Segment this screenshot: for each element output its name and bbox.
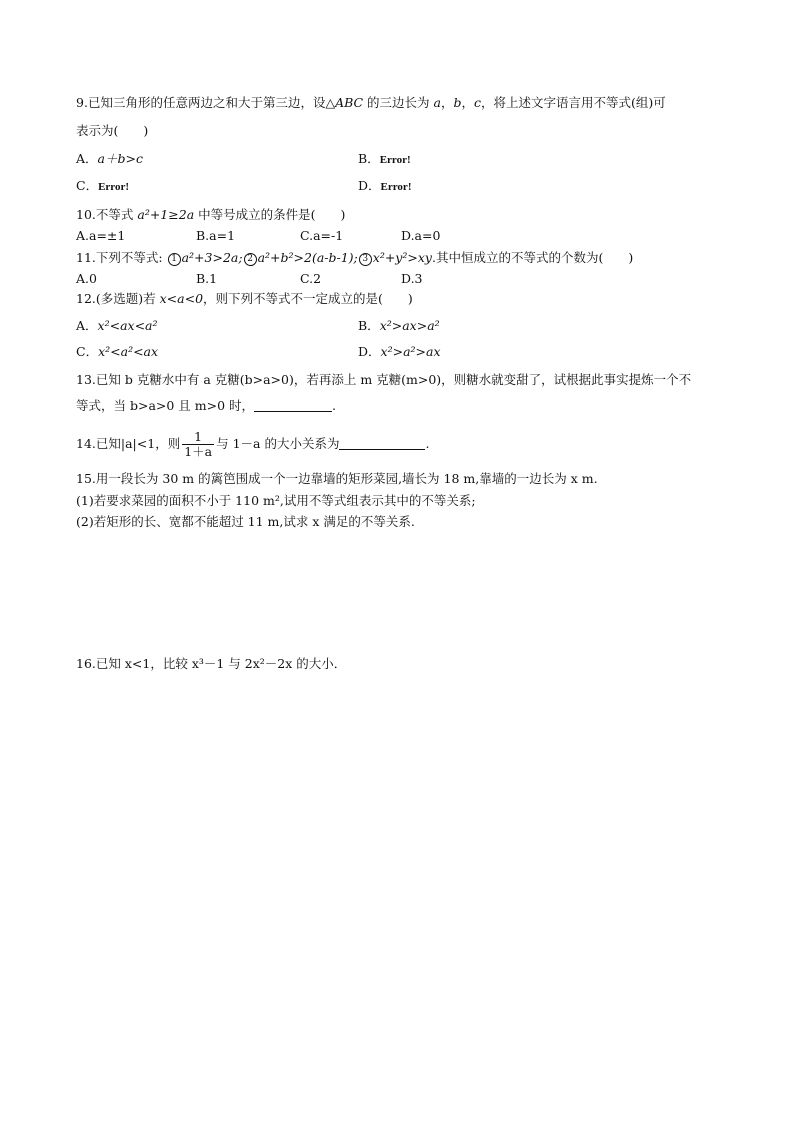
question-text: ，则下列不等式不一定成立的是( ) bbox=[203, 291, 413, 306]
q10-option-b[interactable]: B.a=1 bbox=[196, 228, 236, 243]
question-text: ，将上述文字语言用不等式(组)可 bbox=[481, 95, 666, 110]
option-label: B． bbox=[358, 318, 380, 333]
q11-option-a[interactable]: A.0 bbox=[76, 271, 97, 286]
inequality-2: a²+b²>2(a-b-1); bbox=[257, 250, 358, 265]
q12-option-d[interactable] bbox=[358, 344, 441, 360]
option-text: x²>ax>a² bbox=[379, 318, 440, 333]
q9-option-b[interactable] bbox=[358, 151, 411, 168]
option-label: D． bbox=[358, 344, 381, 359]
option-label: C． bbox=[76, 344, 99, 359]
fraction-denominator: 1＋a bbox=[184, 444, 213, 459]
triangle-name: ABC bbox=[335, 95, 364, 110]
option-label: C． bbox=[76, 178, 99, 193]
q12-option-c[interactable] bbox=[76, 344, 158, 360]
fraction-numerator: 1 bbox=[194, 429, 203, 444]
question-9-stem bbox=[76, 95, 666, 111]
question-number: 9. bbox=[76, 95, 88, 110]
question-15-stem bbox=[76, 471, 598, 487]
q9-option-a[interactable] bbox=[76, 151, 143, 167]
q10-option-d[interactable]: D.a=0 bbox=[401, 228, 441, 243]
question-12-stem bbox=[76, 291, 413, 307]
question-9-stem-line2: 表示为( ) bbox=[76, 123, 149, 138]
option-label: A． bbox=[76, 151, 98, 166]
question-text: 不等式 bbox=[95, 207, 138, 222]
question-number: 15. bbox=[76, 471, 96, 486]
condition-expression: x<a<0 bbox=[159, 291, 204, 306]
question-number: 11. bbox=[76, 250, 96, 265]
question-number: 13. bbox=[76, 372, 96, 387]
separator: ， bbox=[461, 95, 475, 110]
option-text: Error! bbox=[379, 154, 411, 166]
question-number: 12. bbox=[76, 291, 96, 306]
question-text: . bbox=[425, 436, 430, 451]
question-text: 的三边长为 bbox=[363, 95, 434, 110]
question-14-stem bbox=[76, 428, 429, 460]
inequality-1: a²+3>2a; bbox=[181, 250, 243, 265]
question-10-stem bbox=[76, 207, 345, 223]
question-text: (多选题)若 bbox=[95, 291, 160, 306]
answer-blank[interactable] bbox=[254, 399, 332, 412]
question-15-part-2: (2)若矩形的长、宽都不能超过 11 m,试求 x 满足的不等关系. bbox=[76, 514, 415, 529]
option-label: A． bbox=[76, 318, 98, 333]
question-13-stem-line2 bbox=[76, 398, 336, 414]
q12-option-b[interactable] bbox=[358, 318, 440, 334]
question-16-stem bbox=[76, 656, 346, 672]
question-text: . bbox=[332, 398, 337, 413]
question-text: .其中恒成立的不等式的个数为( ) bbox=[431, 250, 634, 265]
circled-number-2: 2 bbox=[244, 253, 257, 266]
q9-option-c[interactable] bbox=[76, 178, 129, 195]
question-text: 下列不等式: bbox=[95, 250, 167, 265]
option-text: Error! bbox=[98, 181, 130, 193]
question-text: 等式，当 b>a>0 且 m>0 时， bbox=[76, 398, 255, 413]
question-text: 与 1－a 的大小关系为 bbox=[216, 436, 340, 451]
q11-option-c[interactable]: C.2 bbox=[300, 271, 322, 286]
question-number: 16. bbox=[76, 656, 96, 671]
option-text: Error! bbox=[380, 181, 412, 193]
math-expression: a²+1≥2a bbox=[137, 207, 195, 222]
q11-option-b[interactable]: B.1 bbox=[196, 271, 218, 286]
question-number: 10. bbox=[76, 207, 96, 222]
q10-option-a[interactable]: A.a=±1 bbox=[76, 228, 126, 243]
question-13-stem bbox=[76, 372, 691, 388]
question-15-part-1: (1)若要求菜园的面积不小于 110 m²,试用不等式组表示其中的不等关系; bbox=[76, 493, 476, 508]
option-label: B． bbox=[358, 151, 380, 166]
variable-c: c bbox=[474, 95, 482, 110]
separator: ， bbox=[440, 95, 454, 110]
inequality-3: x²+y²>xy bbox=[372, 250, 432, 265]
variable-b: b bbox=[453, 95, 462, 110]
question-text: 已知 x<1，比较 x³－1 与 2x²－2x 的大小． bbox=[95, 656, 347, 671]
question-text: 已知 b 克糖水中有 a 克糖(b>a>0)，若再添上 m 克糖(m>0)，则糖水就变甜了，试根据此事实提炼一个不 bbox=[95, 372, 692, 387]
q11-option-d[interactable]: D.3 bbox=[401, 271, 423, 286]
option-text: x²<ax<a² bbox=[97, 318, 158, 333]
fraction bbox=[182, 430, 214, 459]
q10-option-c[interactable]: C.a=-1 bbox=[300, 228, 344, 243]
circled-number-1: 1 bbox=[168, 253, 181, 266]
q9-option-d[interactable] bbox=[358, 178, 411, 195]
answer-blank[interactable] bbox=[339, 437, 425, 450]
question-text: 用一段长为 30 m 的篱笆围成一个一边靠墙的矩形菜园,墙长为 18 m,靠墙的一边长为 x m. bbox=[95, 471, 598, 486]
question-text: 已知|a|<1，则 bbox=[95, 436, 181, 451]
question-text: 中等号成立的条件是( ) bbox=[194, 207, 346, 222]
q12-option-a[interactable] bbox=[76, 318, 158, 334]
option-text: x²<a²<ax bbox=[98, 344, 159, 359]
circled-number-3: 3 bbox=[359, 253, 372, 266]
question-number: 14. bbox=[76, 436, 96, 451]
question-text: 已知三角形的任意两边之和大于第三边，设△ bbox=[87, 95, 336, 110]
variable-a: a bbox=[433, 95, 441, 110]
question-11-stem bbox=[76, 250, 633, 266]
option-text: a＋b>c bbox=[97, 151, 143, 166]
option-label: D． bbox=[358, 178, 381, 193]
option-text: x²>a²>ax bbox=[380, 344, 441, 359]
